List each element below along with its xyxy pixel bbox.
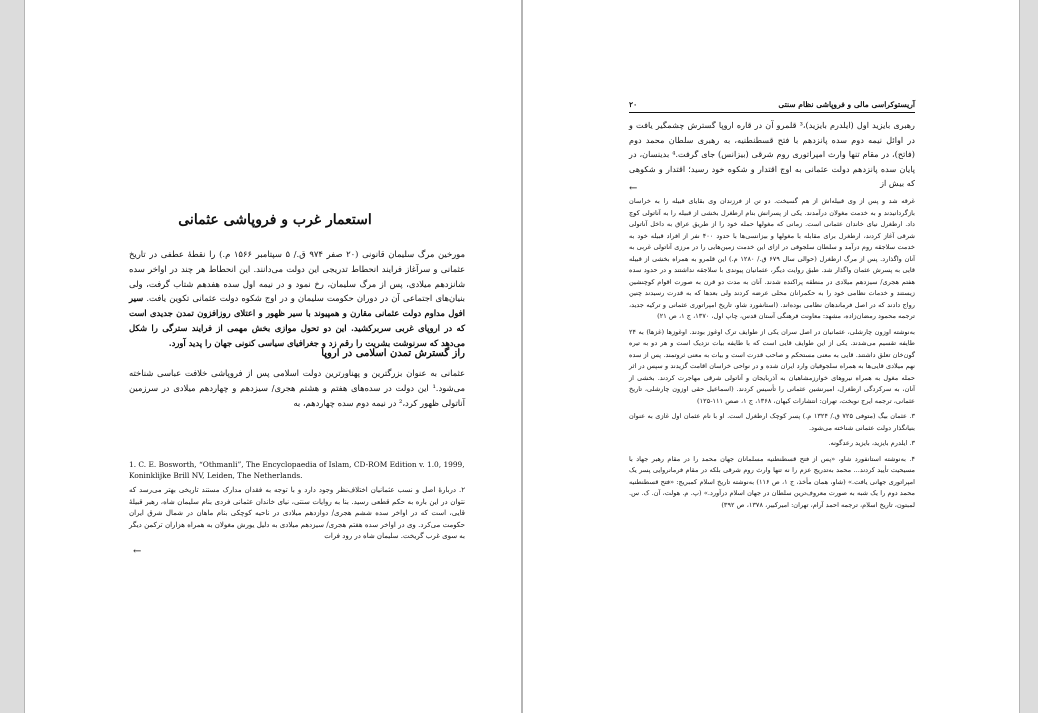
intro-text: مورخین مرگ سلیمان قانونی (۲۰ صفر ۹۷۴ ق./ ۵ سپتامبر ۱۵۶۶ م.) را نقطهٔ عطفی در تاریخ عثمانی و سرآغاز فرایند انحطاط تدریجی این دولت می‌دانند. این انحطاط هر چند در اواخر سده شانزدهم میلادی، پس از مرگ سلیمان، رخ نمود و در نیمه اول سده هفدهم شتاب گرفت، ولی بنیان‌های اجتماعی آن در دوران حکومت سلیمان و در اوج شکوه دولت عثمانی تکوین یافت. xyxy=(129,249,465,304)
left-page xyxy=(24,0,522,713)
section-title: راز گسترش تمدن اسلامی در اروپا xyxy=(321,348,465,359)
footnote-item: ۳. ایلدرم بایزید، بایزید رعدگونه. xyxy=(828,439,915,447)
footnote-item: به‌نوشته اوزون چارشلی، عثمانیان در اصل سران یکی از طوایف ترک اوغوز بودند. اوغوزها (غزها) به ۲۴ طایفه تقسیم می‌شدند. یکی از این طوایف قایی است که با طایفه بیات نزدیک است و هر دو به تیره گون‌خان تعلق داشتند. قایی به معنی مستحکم و صاحب قدرت است و بیات به معنی ثروتمند. پس از سده نهم میلادی قایی‌ها به همراه سلجوقیان وارد ایران شده و در نواحی خراسان اقامت گزیدند و سپس در اثر حمله مغول به همراه نیروهای خوارزمشاهیان به آذربایجان و آناتولی شرقی مهاجرت کردند. بخشی از آنان، به سرکردگی ارطغرل، امیرنشین عثمانی را تأسیس کردند. (اسماعیل حقی اوزون چارشلی، تاریخ عثمانی، ترجمه ایرج نوبخت، تهران: انتشارات کیهان، ۱۳۶۸، ج ۱، صص ۱۱۱-۱۲۵) xyxy=(629,327,915,405)
intro-bold-text: سیر افول مداوم دولت عثمانی مقارن و همپیوند با سیر ظهور و اعتلای روزافزون تمدن جدیدی است که در اروپای غربی سربرکشید. این دو تحول موازی بخش مهمی از فرایند سترگی را شکل می‌دهد که سرنوشت بشریت را رقم زد و جغرافیای سیاسی کنونی جهان را پدید آورد. xyxy=(129,293,465,348)
section-paragraph: عثمانی به عنوان بزرگترین و پهناورترین دولت اسلامی پس از فروپاشی خلافت عباسی شناخته می‌شود.¹ این دولت در سده‌های هفتم و هشتم هجری/ سیزدهم و چهاردهم میلادی در سرزمین آناتولی ظهور کرد،² در نیمه دوم سده چهاردهم، به xyxy=(129,368,465,408)
running-head-title: آریستوکراسی مالی و فروپاشی نظام سنتی xyxy=(778,100,915,109)
right-page xyxy=(522,0,1020,713)
footnote-item: غرقه شد و پس از وی قبیله‌اش از هم گسیخت. دو تن از فرزندان وی بقایای قبیله را به خراسان بازگردانیدند و به خدمت مغولان درآمدند. یکی از پسرانش بنام ارطغرل بخشی از قبیله را به آناتولی کوچ داد. ارطغرل نیای خاندان عثمانی است. زمانی که مغولها حمله خود را از طریق عراق به داخل آناتولی شرقی آغاز کردند، ارطغرل برای مقابله با مغولها و بیزانسی‌ها با حدود ۴۰۰ نفر از افراد قبیله خود به خدمت سلاجقه روم درآمد و سلطان سلجوقی در ازای این خدمت زمین‌هایی را در مرزی آناتولی غربی به آنان واگذارد. پس از مرگ ارطغرل (حوالی سال ۶۷۹ ق./ ۱۲۸۰ م.) این قلمرو به همراه بخشی از قبیله قایی به پسرش عثمان واگذار شد. طبق روایت دیگر، عثمانیان پیوندی با سلاجقه نداشتند و در حدود سده هفتم هجری/ سیزدهم میلادی در منطقه پراکنده شدند. آنان به مدت دو قرن به صورت اقوام کوچنشین زیستند و خدمات نظامی خود را به حکمرانان محلی عرضه کردند ولی بعدها که به قدرت رسیدند چنین رواج دادند که در اصل فرماندهان نظامی بوده‌اند. (استانفورد شاو، تاریخ امپراتوری عثمانی و ترکیه جدید، ترجمه محمود رمضان‌زاده، مشهد: معاونت فرهنگی آستان قدس، چاپ اول، ۱۳۷۰، ج ۱، ص ۲۱) xyxy=(629,197,915,320)
running-header xyxy=(629,100,915,113)
continue-arrow-icon: ← xyxy=(133,546,142,557)
footnote-persian: ۲. دربارهٔ اصل و نسب عثمانیان اختلاف‌نظر وجود دارد و با توجه به فقدان مدارک مستند تاریخی بهتر می‌رسد که نتوان در این باره به حکم قطعی رسید. بنا به روایات سنتی، نیای خاندان عثمانی فردی بنام سلیمان شاه، رهبر قبیلهٔ قایی، است که در اواخر سده ششم هجری/ دوازدهم میلادی در ناحیه کوچکی بنام ماهان در شمال شرق ایران حکومت می‌کرد. وی در اواخر سده هفتم هجری/ سیزدهم میلادی به دلیل یورش مغولان به همراه هزاران ترکمن دیگر به سوی غرب گریخت. سلیمان شاه در رود فرات xyxy=(129,486,465,541)
footnote-english: 1. C. E. Bosworth, “Othmanli”, The Encyclopaedia of Islam, CD-ROM Edition v. 1.0, 1999, Koninklijke Brill NV, Leiden, The Netherlands. xyxy=(129,460,465,480)
chapter-title: استعمار غرب و فروپاشی عثمانی xyxy=(178,212,372,228)
page-number: ۲۰ xyxy=(629,100,638,109)
body-paragraph: رهبری بایزید اول (ایلدرم بایزید)،³ قلمرو آن در قاره اروپا گسترش چشمگیر یافت و در اوائل نیمه دوم سده پانزدهم با فتح قسطنطنیه، به رهبری سلطان محمد دوم (فاتح)، در مقام تنها وارث امپراتوری روم شرقی (بیزانس) جای گرفت.⁴ بدینسان، در پایان سده پانزدهم دولت عثمانی به اوج اقتدار و شکوه خود رسید؛ اقتدار و شکوهی که بیش از xyxy=(629,120,915,189)
footnote-item: ۴. به‌نوشته استانفورد شاو، «پس از فتح قسطنطنیه مسلمانان جهان محمد را در مقام رهبر جهاد با مسیحیت تأیید کردند... محمد به‌تدریج عزم را نه تنها وارث روم شرقی بلکه در مقام فرمانروایی پسر یک امپراتوری جهانی یافت.» (شاو، همان مأخذ، ج ۱، ص ۱۱۶) به‌نوشته تاریخ اسلام کمبریج: «فتح قسطنطنیه محمد دوم را یک شبه به صورت معروف‌ترین سلطان در جهان اسلام درآورد.» (پ. م. هولت، آن. ک. س. لمبتون، تاریخ اسلام، ترجمه احمد آرام، تهران: امیرکبیر، ۱۳۷۸، ص ۳۹۲) xyxy=(629,454,915,509)
intro-paragraph xyxy=(129,247,465,351)
footnote-item: ۳. عثمان بیگ (متوفی ۷۲۵ ق./ ۱۳۲۴ م.) پسر کوچک ارطغرل است. او با نام عثمان اول غازی به عنوان بنیانگذار دولت عثمانی شناخته می‌شود. xyxy=(629,412,915,432)
continue-arrow-icon: ← xyxy=(629,183,638,194)
footnotes xyxy=(629,196,915,515)
